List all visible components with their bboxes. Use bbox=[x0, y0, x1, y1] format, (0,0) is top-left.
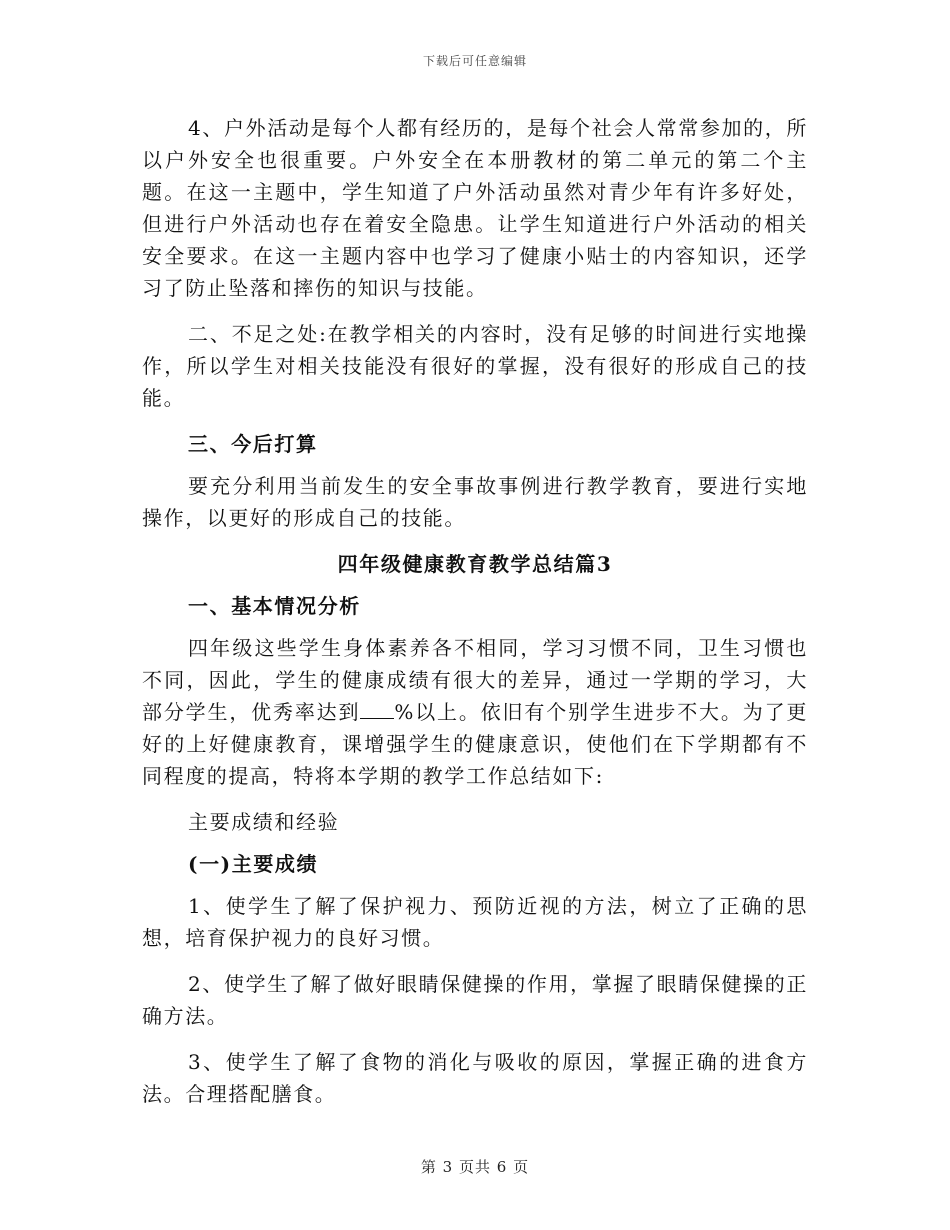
section-title: 四年级健康教育教学总结篇3 bbox=[337, 552, 613, 576]
paragraph-basic-analysis-part1: 四年级这些学生身体素养各不相同，学习习惯不同，卫生习惯也不同，因此，学生的健康成绩有很大的差异，通过一学期的学习，大部分学生，优秀率达到 bbox=[142, 636, 808, 724]
heading-future-plans: 三、今后打算 bbox=[188, 432, 318, 456]
page-header: 下载后可任意编辑 bbox=[422, 54, 527, 68]
paragraph-future-plans: 要充分利用当前发生的安全事故事例进行教学教育，要进行实地操作，以更好的形成自己的技能。 bbox=[142, 474, 808, 530]
paragraph-achievement-3: 3、使学生了解了食物的消化与吸收的原因，掌握正确的进食方法。合理搭配膳食。 bbox=[142, 1050, 808, 1106]
paragraph-basic-analysis bbox=[142, 632, 808, 792]
paragraph-basic-analysis-part2: %以上。依旧有个别学生进步不大。为了更好的上好健康教育，课增强学生的健康意识，使他们在下学期都有不同程度的提高，特将本学期的教学工作总结如下: bbox=[142, 700, 809, 788]
document-body bbox=[142, 112, 808, 1124]
heading-main-achievements: (一)主要成绩 bbox=[188, 852, 319, 876]
paragraph-outdoor-safety: 4、户外活动是每个人都有经历的，是每个社会人常常参加的，所以户外安全也很重要。户外安全在本册教材的第二单元的第二个主题。在这一主题中，学生知道了户外活动虽然对青少年有许多好处，但进行户外活动也存在着安全隐患。让学生知道进行户外活动的相关安全要求。在这一主题内容中也学习了健康小贴士的内容知识，还学习了防止坠落和摔伤的知识与技能。 bbox=[142, 116, 808, 300]
subheading-achievements-experience: 主要成绩和经验 bbox=[188, 810, 340, 834]
paragraph-achievement-1: 1、使学生了解了保护视力、预防近视的方法，树立了正确的思想，培育保护视力的良好习惯。 bbox=[142, 894, 808, 950]
fill-in-blank bbox=[360, 700, 394, 719]
paragraph-shortcomings: 二、不足之处:在教学相关的内容时，没有足够的时间进行实地操作，所以学生对相关技能没有很好的掌握，没有很好的形成自己的技能。 bbox=[142, 322, 808, 410]
heading-basic-analysis: 一、基本情况分析 bbox=[188, 594, 361, 618]
paragraph-achievement-2: 2、使学生了解了做好眼睛保健操的作用，掌握了眼睛保健操的正确方法。 bbox=[142, 972, 808, 1028]
page-number-footer: 第 3 页共 6 页 bbox=[420, 1158, 530, 1176]
